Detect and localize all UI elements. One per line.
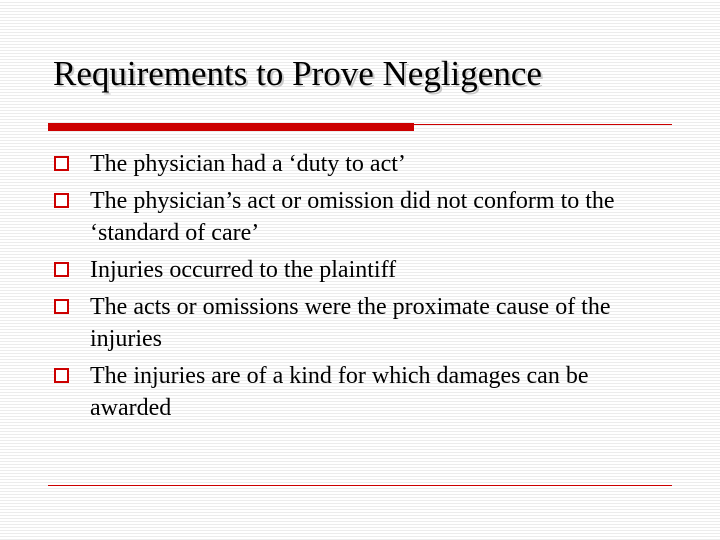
bullet-text: The acts or omissions were the proximate cause of the injuries: [90, 294, 611, 352]
list-item: [54, 360, 664, 424]
square-bullet-icon: [54, 193, 69, 208]
list-item: [54, 185, 664, 249]
square-bullet-icon: [54, 262, 69, 277]
footer-rule: [48, 485, 672, 486]
list-item: [54, 291, 664, 355]
slide-title: Requirements to Prove Negligence: [53, 54, 542, 93]
list-item: [54, 254, 664, 286]
title-underline-thick: [48, 123, 414, 131]
bullet-text: Injuries occurred to the plaintiff: [90, 257, 397, 283]
bullet-text: The physician’s act or omission did not conform to the ‘standard of care’: [90, 188, 615, 246]
bullet-text: The physician had a ‘duty to act’: [90, 151, 406, 177]
square-bullet-icon: [54, 368, 69, 383]
title-underline-thin: [414, 124, 672, 125]
bullet-text: The injuries are of a kind for which damages can be awarded: [90, 363, 589, 421]
list-item: [54, 148, 664, 180]
bullet-list: [54, 148, 664, 429]
square-bullet-icon: [54, 156, 69, 171]
square-bullet-icon: [54, 299, 69, 314]
